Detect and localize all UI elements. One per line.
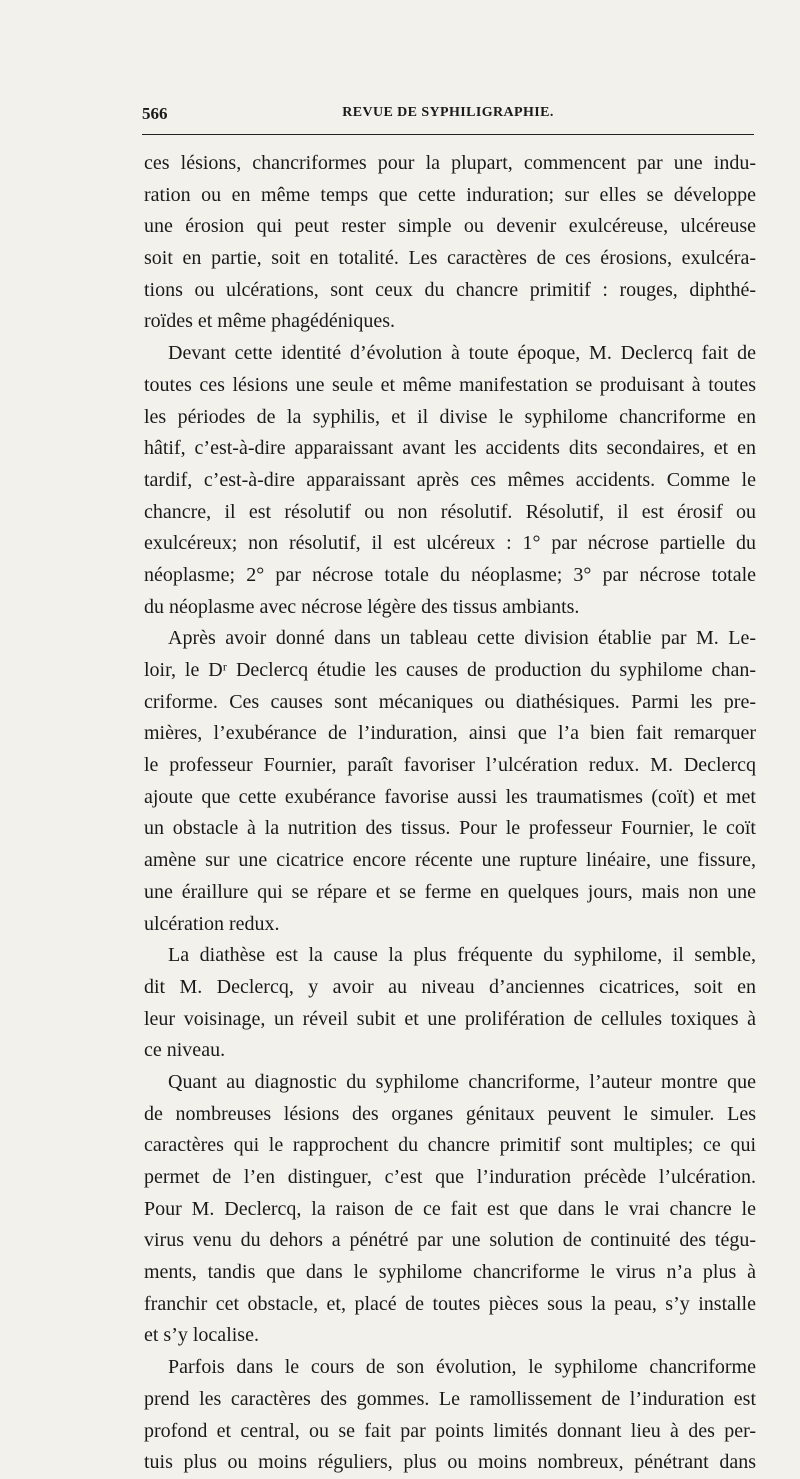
text-line: Après avoir donné dans un tableau cette division établie par M. Le- xyxy=(168,627,756,650)
page-number: 566 xyxy=(142,104,168,123)
text-line: criforme. Ces causes sont mécaniques ou diathésiques. Parmi les pre- xyxy=(144,690,756,713)
text-line: franchir cet obstacle, et, placé de toutes pièces sous la peau, s’y installe xyxy=(144,1292,756,1315)
text-line: exulcéreux; non résolutif, il est ulcéreux : 1° par nécrose partielle du xyxy=(144,532,756,555)
text-line: La diathèse est la cause la plus fréquente du syphilome, il semble, xyxy=(168,944,756,967)
text-line: une éraillure qui se répare et se ferme en quelques jours, mais non une xyxy=(144,880,756,903)
header-rule xyxy=(142,134,754,135)
running-title: REVUE DE SYPHILIGRAPHIE. xyxy=(342,105,554,120)
text-line: ce niveau. xyxy=(144,1039,226,1062)
text-line: tardif, c’est-à-dire apparaissant après ces mêmes accidents. Comme le xyxy=(144,468,756,491)
text-line: néoplasme; 2° par nécrose totale du néoplasme; 3° par nécrose totale xyxy=(144,563,756,586)
text-line: ments, tandis que dans le syphilome chancriforme le virus n’a plus à xyxy=(144,1261,756,1284)
text-line: caractères qui le rapprochent du chancre primitif sont multiples; ce qui xyxy=(144,1134,756,1157)
text-line: prend les caractères des gommes. Le ramollissement de l’induration est xyxy=(144,1387,756,1410)
text-line: tuis plus ou moins réguliers, plus ou moins nombreux, pénétrant dans xyxy=(144,1451,756,1474)
text-line: loir, le Dʳ Declercq étudie les causes de production du syphilome chan- xyxy=(144,659,756,681)
text-line: roïdes et même phagédéniques. xyxy=(144,310,396,333)
text-line: ajoute que cette exubérance favorise aussi les traumatismes (coït) et met xyxy=(144,785,756,808)
text-line: le professeur Fournier, paraît favoriser l’ulcération redux. M. Declercq xyxy=(144,754,756,777)
text-line: hâtif, c’est-à-dire apparaissant avant les accidents dits secondaires, et en xyxy=(144,437,756,460)
text-line: une érosion qui peut rester simple ou devenir exulcéreuse, ulcéreuse xyxy=(144,215,756,238)
text-line: Quant au diagnostic du syphilome chancriforme, l’auteur montre que xyxy=(168,1070,756,1093)
text-line: et s’y localise. xyxy=(144,1324,259,1347)
text-line: dit M. Declercq, y avoir au niveau d’anciennes cicatrices, soit en xyxy=(144,975,756,998)
text-line: profond et central, ou se fait par points limités donnant lieu à des per- xyxy=(144,1419,756,1442)
text-line: tions ou ulcérations, sont ceux du chancre primitif : rouges, diphthé- xyxy=(144,278,756,301)
text-line: ces lésions, chancriformes pour la plupart, commencent par une indu- xyxy=(144,152,756,174)
text-line: Parfois dans le cours de son évolution, le syphilome chancriforme xyxy=(168,1356,756,1379)
text-line: chancre, il est résolutif ou non résolutif. Résolutif, il est érosif ou xyxy=(144,500,756,523)
text-line: ulcération redux. xyxy=(144,912,280,935)
text-line: Pour M. Declercq, la raison de ce fait est que dans le vrai chancre le xyxy=(144,1197,756,1220)
text-line: ration ou en même temps que cette induration; sur elles se développe xyxy=(144,183,756,206)
running-head xyxy=(142,104,754,128)
text-line: virus venu du dehors a pénétré par une solution de continuité des tégu- xyxy=(144,1229,756,1252)
text-line: permet de l’en distinguer, c’est que l’induration précède l’ulcération. xyxy=(144,1166,756,1188)
text-line: les périodes de la syphilis, et il divise le syphilome chancriforme en xyxy=(144,405,756,428)
text-line: Devant cette identité d’évolution à toute époque, M. Declercq fait de xyxy=(168,342,756,365)
body-text xyxy=(144,148,756,1479)
text-line: mières, l’exubérance de l’induration, ainsi que l’a bien fait remarquer xyxy=(144,722,756,745)
text-line: leur voisinage, un réveil subit et une prolifération de cellules toxiques à xyxy=(144,1007,756,1030)
text-line: un obstacle à la nutrition des tissus. Pour le professeur Fournier, le coït xyxy=(144,817,756,840)
text-line: de nombreuses lésions des organes génitaux peuvent le simuler. Les xyxy=(144,1102,756,1125)
text-line: du néoplasme avec nécrose légère des tissus ambiants. xyxy=(144,595,580,618)
text-line: amène sur une cicatrice encore récente une rupture linéaire, une fissure, xyxy=(144,849,756,872)
text-line: soit en partie, soit en totalité. Les caractères de ces érosions, exulcéra- xyxy=(144,247,756,270)
text-line: toutes ces lésions une seule et même manifestation se produisant à toutes xyxy=(144,373,756,396)
